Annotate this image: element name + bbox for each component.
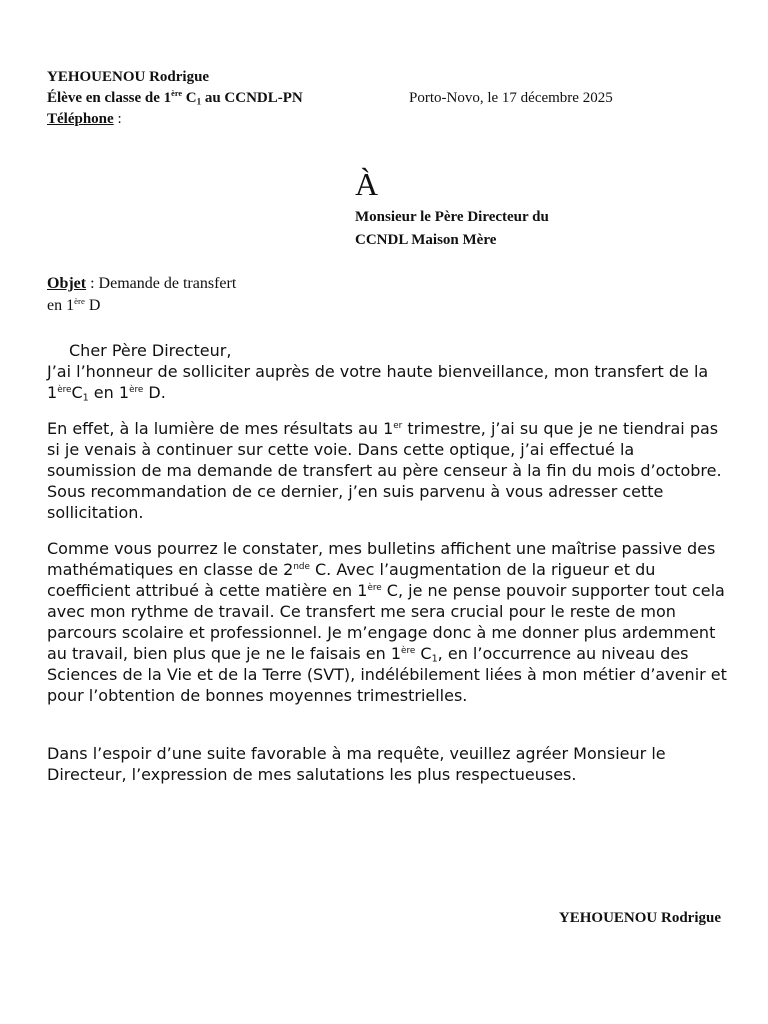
object-line xyxy=(47,273,236,294)
paragraph-2: En effet, à la lumière de mes résultats au 1er trimestre, j’ai su que je ne tiendrai pas si je venais à continuer sur cette voie. Dans cette optique, j’ai effectué la soumission de ma demande de transfert au père censeur à la fin du mois d’octobre. Sous recommandation de ce dernier, j’en suis parvenu à vous adresser cette sollicitation. xyxy=(47,419,722,522)
recipient-line1: Monsieur le Père Directeur du xyxy=(355,209,549,225)
signature: YEHOUENOU Rodrigue xyxy=(558,910,721,926)
class-sub: 1 xyxy=(196,96,202,107)
phone-label: Téléphone xyxy=(47,111,114,127)
salutation: Cher Père Directeur, xyxy=(69,341,232,360)
object-line2-suffix: D xyxy=(84,297,101,314)
paragraph-4: Dans l’espoir d’une suite favorable à ma requête, veuillez agréer Monsieur le Directeur, l’expression de mes salutations les plus respectueuses. xyxy=(47,744,666,784)
sender-class-line xyxy=(47,88,303,108)
recipient-line2: CCNDL Maison Mère xyxy=(355,232,497,248)
class-suffix: au CCNDL-PN xyxy=(201,90,303,106)
class-sup: ère xyxy=(171,89,182,99)
paragraph-3: Comme vous pourrez le constater, mes bulletins affichent une maîtrise passive des mathématiques en classe de 2nde C. Avec l’augmentation de la rigueur et du coefficient attribué à cette matière en 1ère C, je ne pense pouvoir supporter tout cela avec mon rythme de travail. Ce transfert me sera crucial pour le reste de mon parcours scolaire et professionnel. Je m’engage donc à me donner plus ardemment au travail, bien plus que je ne le faisais en 1ère $C_1$, en l’occurrence au niveau des Sciences de la Vie et de la Terre (SVT), indélébilement liées à mon métier d’avenir et pour l’obtention de bonnes moyennes trimestrielles. xyxy=(47,539,727,705)
object-line2-prefix: en 1 xyxy=(47,297,75,314)
paragraph-1: J’ai l’honneur de solliciter auprès de votre haute bienveillance, mon transfert de la $1èreC_1$ en 1ère D. xyxy=(47,362,709,404)
object-line2 xyxy=(47,295,100,316)
object-text: : Demande de transfert xyxy=(86,275,237,292)
phone-colon: : xyxy=(113,111,122,127)
object-label: Objet xyxy=(47,275,87,292)
object-line2-sup: ère xyxy=(74,295,85,306)
sender-phone xyxy=(47,109,122,129)
class-mid: C xyxy=(182,90,197,106)
recipient-a: À xyxy=(355,166,379,202)
sender-name: YEHOUENOU Rodrigue xyxy=(47,69,210,85)
class-prefix: Élève en classe de 1 xyxy=(47,90,172,106)
place-date: Porto-Novo, le 17 décembre 2025 xyxy=(409,90,613,106)
